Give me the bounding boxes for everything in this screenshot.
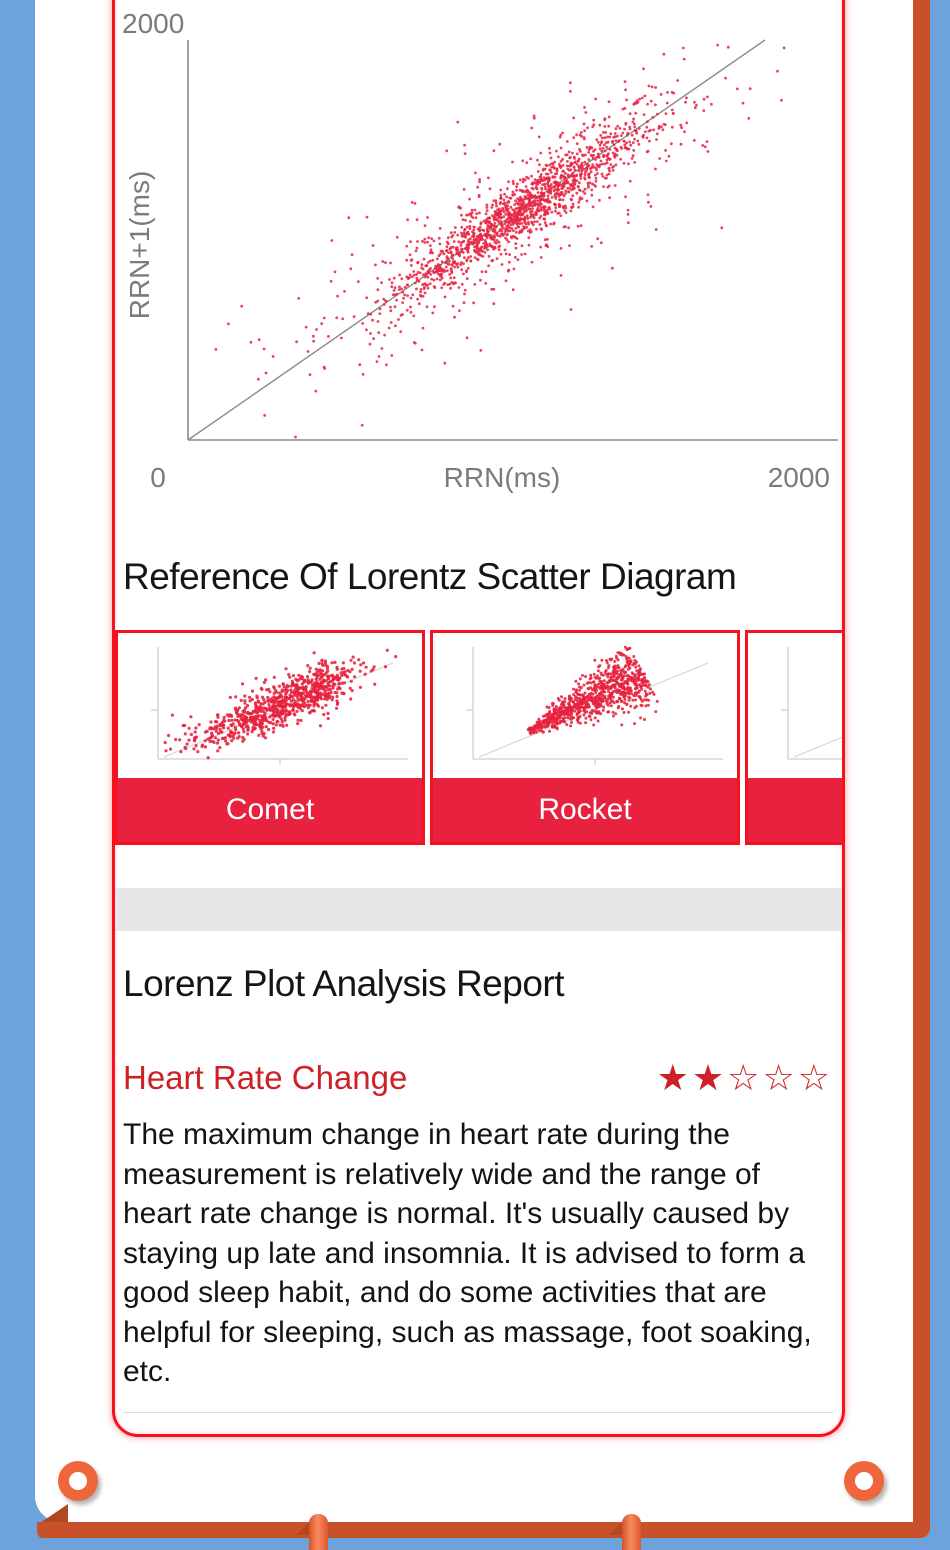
partial-thumbnail [748, 633, 845, 778]
y-axis-label: RRN+1(ms) [124, 170, 155, 320]
lorenz-scatter-chart [115, 0, 842, 510]
reference-card-partial[interactable] [745, 630, 845, 845]
screw-ring-right-icon [844, 1461, 884, 1501]
comet-thumbnail [118, 633, 422, 778]
bottom-divider-line [123, 1412, 834, 1413]
report-body-text: The maximum change in heart rate during the measurement is relatively wide and the range of heart rate change is normal. It's usually caused by staying up late and insomnia. It is advised to form a good sleep habit, and do some activities that are helpful for sleeping, such as massage, foot soaking, etc. [123, 1118, 812, 1388]
section-divider-bar [115, 888, 842, 931]
star-rating [657, 1057, 833, 1099]
comet-mini-chart [118, 633, 422, 778]
billboard-leg-right [622, 1514, 641, 1550]
stars-empty-icon: ☆☆☆ [727, 1057, 833, 1098]
app-screen[interactable] [112, 0, 845, 1437]
billboard-frame-right-edge [913, 0, 930, 1538]
x-axis-right-tick-label: 2000 [767, 462, 830, 493]
billboard-frame-bottom-edge [37, 1522, 930, 1538]
comet-card-label: Comet [118, 778, 422, 842]
reference-card-list [115, 630, 845, 845]
rocket-card-label: Rocket [433, 778, 737, 842]
partial-card-label [748, 778, 845, 842]
x-axis-label: RRN(ms) [443, 462, 561, 493]
y-axis-top-tick-label: 2000 [122, 8, 185, 39]
report-item-title: Heart Rate Change [123, 1059, 408, 1096]
scatter-points-group [215, 44, 786, 439]
screw-ring-left-icon [58, 1461, 98, 1501]
reference-card-rocket[interactable] [430, 630, 740, 845]
x-axis-left-tick-label: 0 [150, 462, 166, 493]
reference-card-comet[interactable] [115, 630, 425, 845]
rocket-mini-chart [433, 633, 737, 778]
report-heading: Lorenz Plot Analysis Report [123, 963, 565, 1004]
billboard-leg-left [309, 1514, 328, 1550]
stars-filled-icon: ★★ [656, 1057, 728, 1098]
report-item-row [123, 1055, 833, 1101]
partial-mini-chart [748, 633, 845, 778]
reference-heading: Reference Of Lorentz Scatter Diagram [123, 556, 737, 597]
rocket-thumbnail [433, 633, 737, 778]
